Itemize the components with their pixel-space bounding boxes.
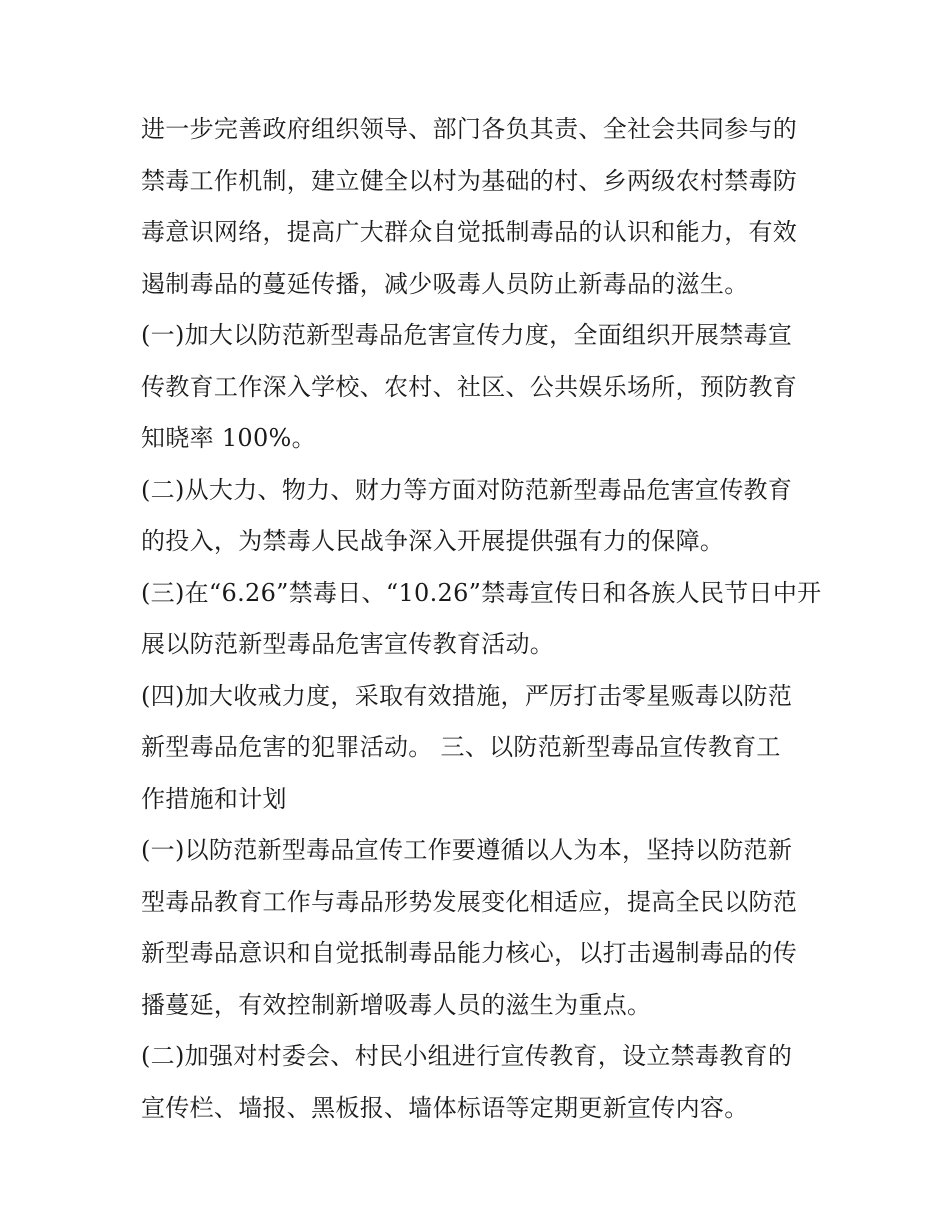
text-line: 新型毒品意识和自觉抵制毒品能力核心，以打击遏制毒品的传 [141,939,798,967]
text-line: (一)加大以防范新型毒品危害宣传力度，全面组织开展禁毒宣 [141,321,793,349]
text-line: (二)加强对村委会、村民小组进行宣传教育，设立禁毒教育的 [141,1042,793,1070]
text-line: 知晓率 100%。 [141,424,316,452]
text-line: (二)从大力、物力、财力等方面对防范新型毒品危害宣传教育 [141,475,793,504]
text-line: 播蔓延，有效控制新增吸毒人员的滋生为重点。 [141,990,652,1019]
text-line: 进一步完善政府组织领导、部门各负其责、全社会共同参与的 [141,115,798,143]
text-line: (四)加大收戒力度，采取有效措施，严厉打击零星贩毒以防范 [141,681,793,710]
text-line: 毒意识网络，提高广大群众自觉抵制毒品的认识和能力，有效 [141,218,798,246]
text-line: 作措施和计划 [141,784,287,813]
text-line: 宣传栏、墙报、黑板报、墙体标语等定期更新宣传内容。 [141,1093,749,1122]
text-line: 的投入，为禁毒人民战争深入开展提供强有力的保障。 [141,527,725,555]
text-line: 型毒品教育工作与毒品形势发展变化相适应，提高全民以防范 [141,887,798,916]
text-line: (一)以防范新型毒品宣传工作要遵循以人为本，坚持以防范新 [141,836,793,864]
document-body [141,104,821,1134]
text-line: 遏制毒品的蔓延传播，减少吸毒人员防止新毒品的滋生。 [141,269,749,298]
text-line: (三)在“6.26”禁毒日、“10.26”禁毒宣传日和各族人民节日中开 [141,578,822,607]
text-line: 禁毒工作机制，建立健全以村为基础的村、乡两级农村禁毒防 [141,166,798,195]
text-line: 展以防范新型毒品危害宣传教育活动。 [141,630,555,658]
text-line: 新型毒品危害的犯罪活动。 三、以防范新型毒品宣传教育工 [141,733,781,761]
text-line: 传教育工作深入学校、农村、社区、公共娱乐场所，预防教育 [141,372,798,401]
